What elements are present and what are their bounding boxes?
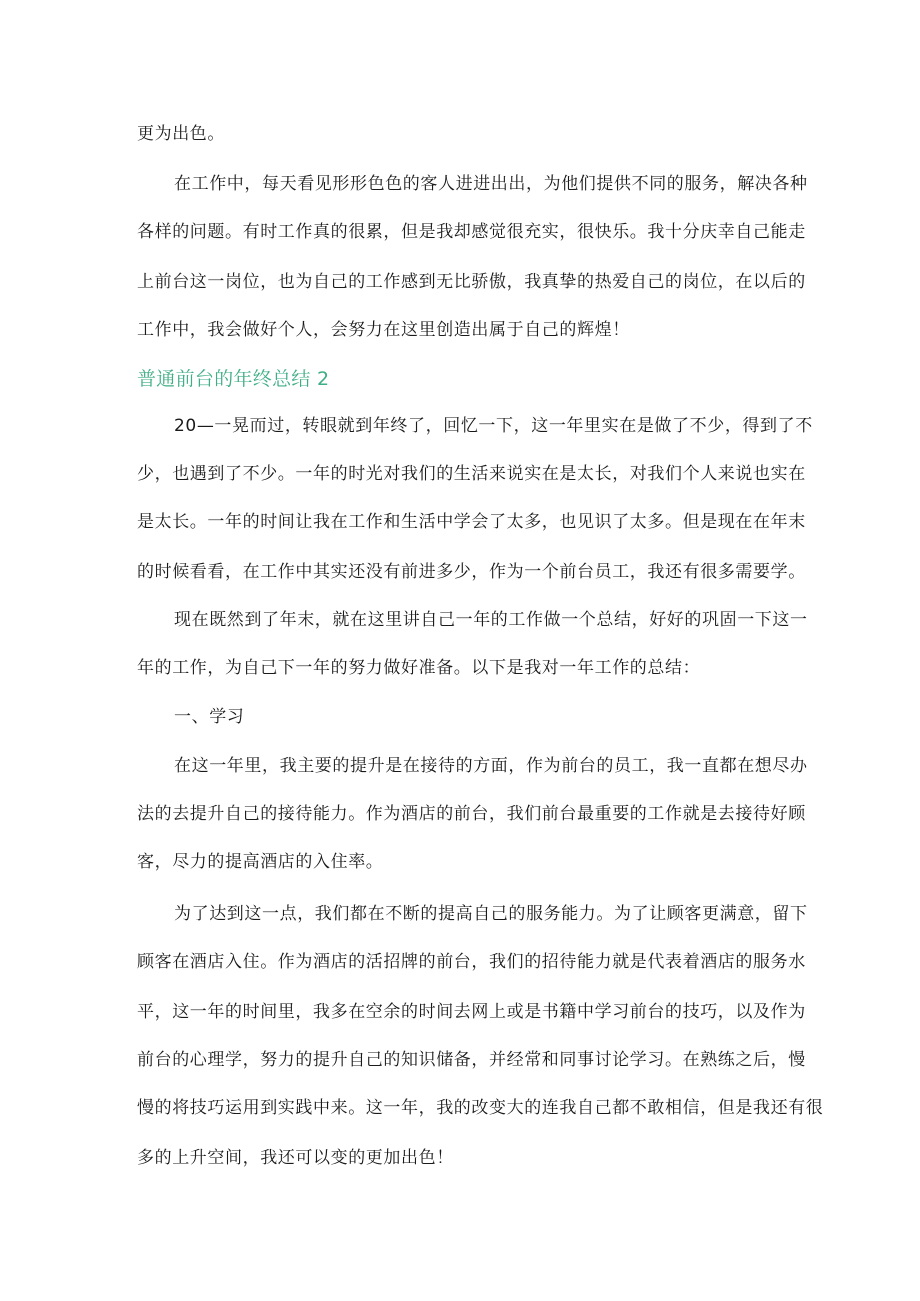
paragraph-5-line-6: 多的上升空间，我还可以变的更加出色！ xyxy=(137,1148,454,1168)
paragraph-1-line-4: 工作中，我会做好个人，会努力在这里创造出属于自己的辉煌！ xyxy=(137,320,630,340)
paragraph-4-line-1: 在这一年里，我主要的提升是在接待的方面，作为前台的员工，我一直都在想尽办 xyxy=(174,756,808,776)
paragraph-5-line-2: 顾客在酒店入住。作为酒店的活招牌的前台，我们的招待能力就是代表着酒店的服务水 xyxy=(137,952,806,972)
paragraph-5-line-3: 平，这一年的时间里，我多在空余的时间去网上或是书籍中学习前台的技巧，以及作为 xyxy=(137,1002,806,1022)
paragraph-5-line-4: 前台的心理学，努力的提升自己的知识储备，并经常和同事讨论学习。在熟练之后，慢 xyxy=(137,1050,806,1070)
subheading-study: 一、学习 xyxy=(174,707,245,727)
paragraph-4-line-2: 法的去提升自己的接待能力。作为酒店的前台，我们前台最重要的工作就是去接待好顾 xyxy=(137,804,806,824)
paragraph-3-line-2: 年的工作，为自己下一年的努力做好准备。以下是我对一年工作的总结： xyxy=(137,658,701,678)
paragraph-1-line-2: 各样的问题。有时工作真的很累，但是我却感觉很充实，很快乐。我十分庆幸自己能走 xyxy=(137,222,806,242)
paragraph-4-line-3: 客，尽力的提高酒店的入住率。 xyxy=(137,852,384,872)
paragraph-2-line-3: 是太长。一年的时间让我在工作和生活中学会了太多，也见识了太多。但是现在在年末 xyxy=(137,512,806,532)
paragraph-1-line-3: 上前台这一岗位，也为自己的工作感到无比骄傲，我真挚的热爱自己的岗位，在以后的 xyxy=(137,272,806,292)
paragraph-2-line-4: 的时候看看，在工作中其实还没有前进多少，作为一个前台员工，我还有很多需要学。 xyxy=(137,562,806,582)
paragraph-3-line-1: 现在既然到了年末，就在这里讲自己一年的工作做一个总结，好好的巩固一下这一 xyxy=(174,610,808,630)
paragraph-2-line-1: 20—一晃而过，转眼就到年终了，回忆一下，这一年里实在是做了不少，得到了不 xyxy=(174,416,813,436)
paragraph-5-line-1: 为了达到这一点，我们都在不断的提高自己的服务能力。为了让顾客更满意，留下 xyxy=(174,904,808,924)
section-title: 普通前台的年终总结 2 xyxy=(137,368,330,390)
paragraph-2-line-2: 少，也遇到了不少。一年的时光对我们的生活来说实在是太长，对我们个人来说也实在 xyxy=(137,464,806,484)
paragraph-5-line-5: 慢的将技巧运用到实践中来。这一年，我的改变大的连我自己都不敢相信，但是我还有很 xyxy=(137,1098,824,1118)
paragraph-1-line-1: 在工作中，每天看见形形色色的客人进进出出，为他们提供不同的服务，解决各种 xyxy=(174,174,808,194)
intro-tail-line: 更为出色。 xyxy=(137,124,225,144)
